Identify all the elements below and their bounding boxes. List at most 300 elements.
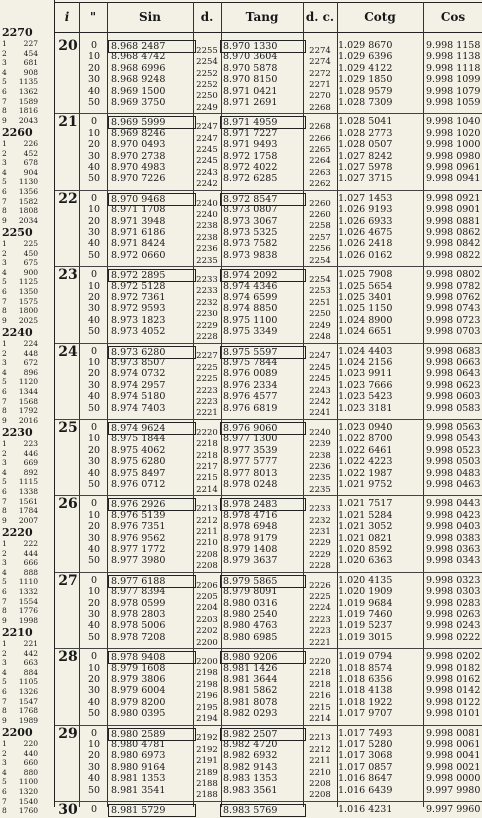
pp-index: 4 xyxy=(2,567,7,577)
pp-line xyxy=(2,216,48,226)
cotg-value: 1.019 3015 xyxy=(338,631,393,643)
tang-value: 8.975 1100 xyxy=(223,314,278,326)
tang-value: 8.973 5325 xyxy=(223,227,278,238)
pp-index: 1 xyxy=(2,639,7,648)
sin-diff: 2188 xyxy=(196,790,218,801)
pp-value: 221 xyxy=(23,639,38,648)
pp-line xyxy=(2,449,48,459)
seconds-cell: 50 xyxy=(87,326,101,338)
cotg-value: 1.024 2156 xyxy=(338,357,393,368)
minute-label: 30 xyxy=(58,802,78,818)
sin-value: 8.980 6973 xyxy=(111,750,166,762)
pp-line xyxy=(2,516,48,526)
cotg-value: 1.020 1909 xyxy=(338,586,393,598)
cos-value: 9.998 0323 xyxy=(426,574,481,586)
cos-value: 9.998 0623 xyxy=(426,379,481,391)
pp-line xyxy=(2,687,48,697)
pp-index: 1 xyxy=(2,739,7,748)
pp-line xyxy=(2,797,48,807)
pp-value: 1575 xyxy=(18,296,38,306)
seconds-cell: 20 xyxy=(87,215,101,227)
cotg-value: 1.026 2418 xyxy=(338,238,393,250)
pp-line xyxy=(2,739,48,749)
seconds-cell: 40 xyxy=(87,238,101,250)
cotg-value: 1.020 6363 xyxy=(338,555,393,567)
cotg-value: 1.017 7493 xyxy=(338,727,393,739)
tang-diff: 2238 xyxy=(309,450,331,461)
pp-value: 660 xyxy=(23,758,38,768)
pp-value: 1784 xyxy=(18,506,38,516)
seconds-cell: 0 xyxy=(90,422,98,433)
cotg-value: 1.019 9684 xyxy=(338,597,393,609)
tang-value: 8.978 0248 xyxy=(223,479,278,490)
tang-diff: 2266 xyxy=(309,133,331,144)
degree-separator xyxy=(55,495,482,496)
seconds-cell: 20 xyxy=(87,521,101,533)
cotg-value: 1.027 5978 xyxy=(338,162,393,173)
pp-index: 5 xyxy=(2,377,7,387)
pp-index: 3 xyxy=(2,758,7,768)
pp-value: 227 xyxy=(23,39,38,48)
tang-diff: 2208 xyxy=(309,778,331,789)
tang-diff: 2242 xyxy=(309,396,331,407)
sin-value: 8.979 1608 xyxy=(111,662,166,674)
sin-diff: 2240 xyxy=(196,209,218,220)
sin-value: 8.975 6280 xyxy=(111,456,166,468)
cos-value: 9.998 0503 xyxy=(426,456,481,468)
sin-value: 8.969 5999 xyxy=(108,116,196,129)
tang-value: 8.975 7844 xyxy=(223,357,278,368)
tang-diff: 2235 xyxy=(309,473,331,484)
tang-value: 8.972 6285 xyxy=(223,173,278,185)
pp-line xyxy=(2,716,48,726)
cos-value: 9.998 0583 xyxy=(426,402,481,414)
pp-line xyxy=(2,439,48,449)
pp-index: 2 xyxy=(2,48,7,58)
sin-value: 8.968 4742 xyxy=(111,51,166,63)
seconds-cell: 40 xyxy=(87,620,101,632)
seconds-cell: 10 xyxy=(87,357,101,368)
sin-value: 8.971 6186 xyxy=(111,227,166,238)
tang-diff: 2221 xyxy=(309,637,331,648)
pp-value: 440 xyxy=(23,748,38,758)
pp-line xyxy=(2,39,48,49)
sin-value: 8.978 9408 xyxy=(108,651,196,664)
sin-diff: 2203 xyxy=(196,614,218,625)
tang-value: 8.971 9493 xyxy=(223,139,278,151)
pp-index: 5 xyxy=(2,277,7,287)
cotg-value: 1.016 4231 xyxy=(338,804,393,815)
seconds-cell: 20 xyxy=(87,597,101,609)
sin-diff: 2229 xyxy=(196,320,218,331)
tang-value: 8.978 2483 xyxy=(220,498,306,511)
tang-diff: 2218 xyxy=(309,679,331,690)
pp-line xyxy=(2,668,48,678)
seconds-cell: 10 xyxy=(87,662,101,674)
pp-line xyxy=(2,287,48,297)
pp-line xyxy=(2,806,48,816)
pp-index: 8 xyxy=(2,106,7,116)
pp-index: 8 xyxy=(2,306,7,316)
sin-value: 8.968 9248 xyxy=(111,74,166,86)
pp-value: 880 xyxy=(23,767,38,777)
cos-value: 9.998 0822 xyxy=(426,249,481,261)
cos-value: 9.998 0000 xyxy=(426,773,481,785)
seconds-cell: 10 xyxy=(87,204,101,216)
tang-diff: 2236 xyxy=(309,461,331,472)
sin-diff: 2194 xyxy=(196,713,218,724)
sin-value: 8.970 4983 xyxy=(111,162,166,173)
pp-line xyxy=(2,568,48,578)
sin-value: 8.970 9468 xyxy=(108,193,196,206)
seconds-cell: 20 xyxy=(87,368,101,380)
tang-diff: 2274 xyxy=(309,57,331,68)
pp-index: 2 xyxy=(2,548,7,558)
cotg-value: 1.021 0821 xyxy=(338,532,393,544)
seconds-cell: 30 xyxy=(87,379,101,391)
seconds-cell: 20 xyxy=(87,139,101,151)
pp-index: 4 xyxy=(2,667,7,677)
seconds-cell: 0 xyxy=(90,727,98,739)
pp-index: 3 xyxy=(2,258,7,268)
pp-index: 6 xyxy=(2,186,7,196)
cotg-value: 1.016 6439 xyxy=(338,784,393,796)
pp-line xyxy=(2,239,48,249)
pp-index: 4 xyxy=(2,767,7,777)
sin-diff: 2223 xyxy=(196,396,218,407)
sin-diff: 2202 xyxy=(196,626,218,637)
cos-value: 9.998 0423 xyxy=(426,509,481,521)
pp-value: 1320 xyxy=(18,786,38,796)
tang-diff: 2271 xyxy=(309,79,331,90)
pp-line xyxy=(2,787,48,797)
tang-diff: 2239 xyxy=(309,439,331,450)
cos-value: 9.998 0683 xyxy=(426,345,481,357)
sin-diff: 2230 xyxy=(196,309,218,320)
sin-diff: 2255 xyxy=(196,45,218,56)
cos-value: 9.998 0483 xyxy=(426,467,481,479)
pp-value: 663 xyxy=(23,658,38,668)
pp-index: 1 xyxy=(2,39,7,48)
tang-diff: 2268 xyxy=(309,122,331,133)
cotg-value: 1.021 9752 xyxy=(338,479,393,490)
tang-value: 8.982 9143 xyxy=(223,761,278,773)
cotg-value: 1.027 1453 xyxy=(338,192,393,204)
tang-value: 8.971 0421 xyxy=(223,85,278,97)
pp-value: 1326 xyxy=(18,686,38,696)
pp-value: 1344 xyxy=(18,386,38,396)
tang-diff: 2260 xyxy=(309,198,331,209)
tang-diff: 2270 xyxy=(309,91,331,102)
sin-diff: 2208 xyxy=(196,561,218,572)
sin-diff: 2188 xyxy=(196,778,218,789)
pp-value: 1115 xyxy=(18,477,38,487)
tang-diff: 2257 xyxy=(309,232,331,243)
sin-diff: 2240 xyxy=(196,198,218,209)
cos-value: 9.998 0901 xyxy=(426,204,481,216)
pp-line xyxy=(2,749,48,759)
pp-value: 1582 xyxy=(18,196,38,206)
pp-line xyxy=(2,416,48,426)
tang-diff: 2243 xyxy=(309,385,331,396)
cos-value: 9.998 0941 xyxy=(426,173,481,185)
sin-value: 8.972 2895 xyxy=(108,269,196,282)
sin-diff: 2192 xyxy=(196,733,218,744)
cotg-value: 1.019 7460 xyxy=(338,609,393,620)
tang-diff: 2226 xyxy=(309,580,331,591)
sin-diff: 2249 xyxy=(196,102,218,113)
sin-diff: 2245 xyxy=(196,156,218,167)
seconds-cell: 0 xyxy=(90,804,98,815)
seconds-cell: 30 xyxy=(87,227,101,238)
tang-diff: 2213 xyxy=(309,733,331,744)
cotg-value: 1.029 8670 xyxy=(338,40,393,51)
pp-line xyxy=(2,206,48,216)
pp-index: 9 xyxy=(2,715,7,725)
sin-diff: 2225 xyxy=(196,374,218,385)
cotg-value: 1.029 1850 xyxy=(338,74,393,86)
cos-value: 9.998 0041 xyxy=(426,750,481,762)
cotg-value: 1.026 0162 xyxy=(338,249,393,261)
tang-diff: 2228 xyxy=(309,561,331,572)
sin-value: 8.977 3980 xyxy=(111,555,166,567)
pp-index: 3 xyxy=(2,558,7,568)
tang-value: 8.979 5865 xyxy=(220,575,306,588)
pp-index: 5 xyxy=(2,77,7,87)
header-cotg: Cotg xyxy=(364,10,396,24)
sin-diff: 2200 xyxy=(196,637,218,648)
pp-index: 2 xyxy=(2,248,7,258)
pp-value: 666 xyxy=(23,558,38,568)
sin-value: 8.970 7226 xyxy=(111,173,166,185)
sin-value: 8.981 1353 xyxy=(111,773,166,785)
sin-value: 8.974 5180 xyxy=(111,391,166,403)
pp-line xyxy=(2,116,48,126)
pp-line xyxy=(2,58,48,68)
sin-value: 8.979 8200 xyxy=(111,696,166,708)
pp-value: 1792 xyxy=(18,406,38,416)
seconds-cell: 10 xyxy=(87,739,101,750)
degree-separator xyxy=(55,419,482,420)
sin-diff: 2220 xyxy=(196,427,218,438)
pp-value: 1338 xyxy=(18,486,38,496)
cotg-value: 1.022 4223 xyxy=(338,456,393,468)
tang-value: 8.974 6599 xyxy=(223,292,278,303)
tang-diff: 2223 xyxy=(309,626,331,637)
tang-value: 8.982 2507 xyxy=(220,728,306,741)
pp-value: 900 xyxy=(23,267,38,277)
pp-value: 225 xyxy=(23,239,38,248)
sin-value: 8.971 3948 xyxy=(111,215,166,227)
pp-index: 7 xyxy=(2,296,7,306)
sin-diff: 2191 xyxy=(196,756,218,767)
pp-value: 675 xyxy=(23,258,38,268)
tang-value: 8.975 3349 xyxy=(223,326,278,338)
tang-diff: 2263 xyxy=(309,167,331,178)
trig-table xyxy=(54,0,482,818)
sin-diff: 2221 xyxy=(196,408,218,419)
pp-index: 8 xyxy=(2,606,7,616)
pp-index: 7 xyxy=(2,496,7,506)
sin-diff: 2227 xyxy=(196,351,218,362)
table-header xyxy=(55,2,482,33)
pp-index: 7 xyxy=(2,396,7,406)
pp-index: 8 xyxy=(2,406,7,416)
tang-value: 8.981 5862 xyxy=(223,685,278,697)
tang-value: 8.976 2334 xyxy=(223,379,278,391)
sin-value: 8.975 1844 xyxy=(111,433,166,445)
cos-value: 9.998 0743 xyxy=(426,303,481,315)
cotg-value: 1.022 8700 xyxy=(338,433,393,445)
pp-index: 4 xyxy=(2,67,7,77)
sin-diff: 2236 xyxy=(196,244,218,255)
tang-value: 8.976 0089 xyxy=(223,368,278,380)
seconds-cell: 20 xyxy=(87,674,101,685)
tang-diff: 2216 xyxy=(309,691,331,702)
tang-diff: 2224 xyxy=(309,603,331,614)
cotg-value: 1.024 4403 xyxy=(338,345,393,357)
tang-value: 8.970 1330 xyxy=(220,40,306,53)
tang-diff: 2241 xyxy=(309,408,331,419)
sin-value: 8.973 1823 xyxy=(111,314,166,326)
pp-value: 444 xyxy=(23,548,38,558)
pp-line xyxy=(2,597,48,607)
cos-value: 9.998 0343 xyxy=(426,555,481,567)
pp-line xyxy=(2,497,48,507)
pp-value: 896 xyxy=(23,367,38,377)
sin-diff: 2232 xyxy=(196,297,218,308)
pp-block xyxy=(2,526,48,625)
pp-index: 4 xyxy=(2,467,7,477)
cotg-value: 1.026 9193 xyxy=(338,204,393,216)
sin-diff: 2205 xyxy=(196,591,218,602)
cos-value: 9.998 1040 xyxy=(426,116,481,128)
tang-value: 8.981 8078 xyxy=(223,696,278,708)
minute-label: 28 xyxy=(58,649,78,666)
cos-value: 9.998 1000 xyxy=(426,139,481,151)
seconds-cell: 0 xyxy=(90,345,98,357)
minute-label: 24 xyxy=(58,343,78,360)
tang-value: 8.974 8850 xyxy=(223,303,278,315)
sin-diff: 2233 xyxy=(196,274,218,285)
cos-value: 9.997 9980 xyxy=(426,784,481,796)
seconds-cell: 10 xyxy=(87,586,101,598)
pp-line xyxy=(2,106,48,116)
cos-value: 9.998 0980 xyxy=(426,150,481,162)
seconds-cell: 40 xyxy=(87,773,101,785)
pp-value: 454 xyxy=(23,48,38,58)
cotg-value: 1.016 8647 xyxy=(338,773,393,785)
cos-value: 9.998 0243 xyxy=(426,620,481,632)
tang-diff: 2212 xyxy=(309,744,331,755)
cos-value: 9.998 1079 xyxy=(426,85,481,97)
pp-line xyxy=(2,77,48,87)
pp-line xyxy=(2,277,48,287)
minute-label: 29 xyxy=(58,725,78,742)
sin-value: 8.969 8246 xyxy=(111,127,166,139)
cos-value: 9.998 0782 xyxy=(426,280,481,292)
sin-value: 8.972 9593 xyxy=(111,303,166,315)
tang-value: 8.974 4346 xyxy=(223,280,278,292)
tang-value: 8.972 1758 xyxy=(223,150,278,162)
pp-value: 908 xyxy=(23,67,38,77)
sin-diff: 2200 xyxy=(196,656,218,667)
sin-value: 8.978 5006 xyxy=(111,620,166,632)
cos-value: 9.998 0383 xyxy=(426,532,481,544)
cos-value: 9.998 0202 xyxy=(426,651,481,663)
sin-value: 8.977 8394 xyxy=(111,586,166,598)
pp-value: 1554 xyxy=(18,596,38,606)
degree-separator xyxy=(55,343,482,344)
cos-value: 9.998 0643 xyxy=(426,368,481,380)
pp-value: 2025 xyxy=(18,315,38,325)
sin-diff: 2238 xyxy=(196,232,218,243)
seconds-cell: 0 xyxy=(90,40,98,51)
cos-value: 9.998 0663 xyxy=(426,357,481,368)
tang-value: 8.975 5597 xyxy=(220,346,306,359)
header-tang: Tang xyxy=(245,10,279,24)
sin-value: 8.980 2589 xyxy=(108,728,196,741)
sin-diff: 2228 xyxy=(196,331,218,342)
sin-value: 8.968 2487 xyxy=(108,40,196,53)
pp-index: 6 xyxy=(2,86,7,96)
seconds-cell: 50 xyxy=(87,173,101,185)
tang-value: 8.973 7582 xyxy=(223,238,278,250)
sin-value: 8.975 4062 xyxy=(111,444,166,456)
tang-value: 8.982 0293 xyxy=(223,708,278,720)
pp-value: 1362 xyxy=(18,86,38,96)
sin-value: 8.978 2803 xyxy=(111,609,166,620)
pp-line xyxy=(2,368,48,378)
pp-line xyxy=(2,387,48,397)
cotg-value: 1.023 0940 xyxy=(338,422,393,433)
cos-value: 9.998 0081 xyxy=(426,727,481,739)
cos-value: 9.998 0523 xyxy=(426,444,481,456)
degree-separator xyxy=(55,113,482,114)
tang-diff: 2245 xyxy=(309,362,331,373)
degree-separator xyxy=(55,801,482,802)
pp-index: 7 xyxy=(2,696,7,706)
cos-value: 9.998 0723 xyxy=(426,314,481,326)
seconds-cell: 0 xyxy=(90,651,98,663)
cotg-value: 1.028 2773 xyxy=(338,127,393,139)
tang-value: 8.983 3561 xyxy=(223,784,278,796)
sin-diff: 2233 xyxy=(196,286,218,297)
cos-value: 9.998 0802 xyxy=(426,269,481,281)
sin-value: 8.976 0712 xyxy=(111,479,166,490)
seconds-cell: 30 xyxy=(87,761,101,773)
tang-value: 8.977 1300 xyxy=(223,433,278,445)
cos-value: 9.998 1138 xyxy=(426,51,481,63)
pp-line xyxy=(2,639,48,649)
pp-value: 446 xyxy=(23,448,38,458)
seconds-cell: 20 xyxy=(87,62,101,74)
header-dc: d. c. xyxy=(305,10,335,24)
pp-index: 5 xyxy=(2,177,7,187)
pp-index: 5 xyxy=(2,777,7,787)
pp-index: 6 xyxy=(2,586,7,596)
tang-value: 8.982 6932 xyxy=(223,750,278,762)
pp-value: 669 xyxy=(23,458,38,468)
cos-value: 9.998 0921 xyxy=(426,192,481,204)
pp-index: 1 xyxy=(2,139,7,148)
pp-value: 448 xyxy=(23,348,38,358)
tang-diff: 2262 xyxy=(309,179,331,190)
pp-index: 7 xyxy=(2,596,7,606)
sin-diff: 2217 xyxy=(196,461,218,472)
cotg-value: 1.023 5423 xyxy=(338,391,393,403)
sin-diff: 2235 xyxy=(196,255,218,266)
